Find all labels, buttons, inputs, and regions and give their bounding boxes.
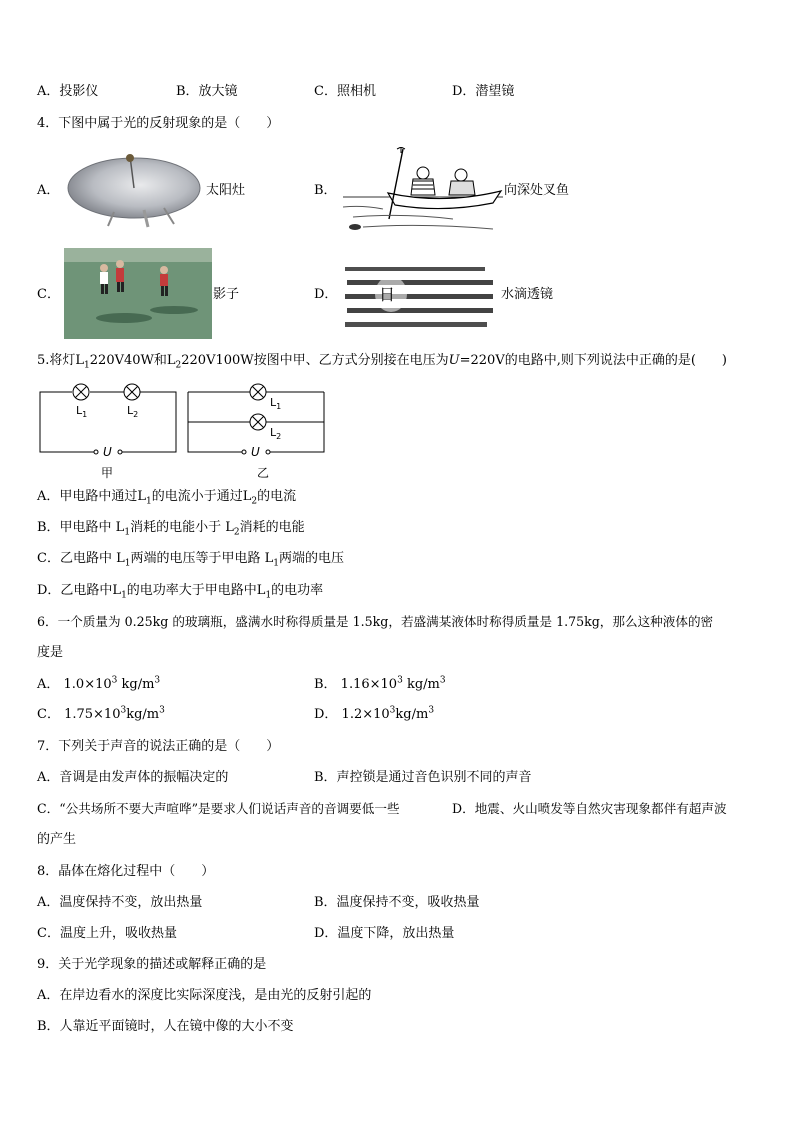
svg-text:日: 日 — [379, 285, 396, 304]
q8-option-c: C．温度上升，吸收热量 — [37, 926, 177, 941]
solar-cooker-image — [64, 150, 204, 230]
svg-text:乙: 乙 — [257, 466, 270, 480]
circuit-diagram-b — [184, 378, 328, 482]
q7-stem: 7．下列关于声音的说法正确的是（ ） — [37, 739, 280, 754]
q7-option-d-line2: 的产生 — [37, 832, 77, 847]
svg-text:U: U — [103, 445, 112, 459]
q6-option-a: A． $1.0\times 10^3$ $kg/m^3$ — [37, 675, 161, 692]
q6-option-b: B． $1.16\times 10^3$ $kg/m^3$ — [314, 675, 446, 692]
q3-option-b: B．放大镜 — [176, 84, 238, 99]
q4-option-d-letter: D． — [314, 287, 338, 302]
q7-option-d-line1: D．地震、火山喷发等自然灾害现象都伴有超声波 — [452, 801, 727, 816]
q8-option-d: D．温度下降，放出热量 — [314, 926, 455, 941]
q9-option-b: B．人靠近平面镜时，人在镜中像的大小不变 — [37, 1019, 294, 1034]
svg-text:L1: $L_1$ — [270, 396, 282, 411]
q6-option-d: D． $1.2\times 10^3kg/m^3$ — [314, 705, 435, 722]
q5-option-a: A．甲电路中通过$L_1$的电流小于通过$L_2$的电流 — [37, 489, 297, 507]
svg-text:甲: 甲 — [101, 466, 114, 480]
q3-option-a: A．投影仪 — [37, 84, 99, 99]
q9-option-a: A．在岸边看水的深度比实际深度浅，是由光的反射引起的 — [37, 988, 372, 1003]
q4-option-d-caption: 水滴透镜 — [501, 287, 554, 302]
q7-option-b: B．声控锁是通过音色识别不同的声音 — [314, 770, 532, 785]
q4-option-b-letter: B． — [314, 183, 337, 198]
q5-stem: 5.将灯$L_1220V40W$和$L_2220V100W$按图中甲、乙方式分别接在电压为U=220V的电路中,则下列说法中正确的是( ) — [37, 353, 727, 371]
q9-stem: 9．关于光学现象的描述或解释正确的是 — [37, 957, 267, 972]
svg-text:L2: $L_2$ — [270, 426, 282, 441]
svg-text:U: U — [251, 445, 260, 459]
q7-option-a: A．音调是由发声体的振幅决定的 — [37, 770, 229, 785]
q4-stem: 4．下图中属于光的反射现象的是（ ） — [37, 116, 280, 131]
q4-option-c-caption: 影子 — [213, 287, 240, 302]
children-shadow-image — [64, 248, 212, 339]
q8-stem: 8．晶体在熔化过程中（ ） — [37, 864, 215, 879]
svg-text:L1: $L_1$ — [76, 404, 88, 419]
water-drop-text-image — [341, 264, 496, 332]
q5-option-c: C．乙电路中 $L_1$两端的电压等于甲电路 $L_1$两端的电压 — [37, 551, 344, 569]
q6-stem-line2: 度是 — [37, 645, 64, 660]
q6-stem-line1: 6．一个质量为 0.25kg 的玻璃瓶，盛满水时称得质量是 1.5kg，若盛满某液体时称得质量是 1.75kg，那么这种液体的密 — [37, 614, 714, 629]
q6-option-c: C． $1.75\times 10^3kg/m^3$ — [37, 705, 165, 722]
q3-option-c: C．照相机 — [314, 84, 376, 99]
fishing-boat-image — [343, 147, 503, 235]
q3-option-d: D．潜望镜 — [452, 84, 515, 99]
q7-option-c: C．“公共场所不要大声喧哗”是要求人们说话声音的音调要低一些 — [37, 801, 400, 816]
circuit-diagram-a — [36, 378, 180, 482]
q8-option-a: A．温度保持不变，放出热量 — [37, 895, 203, 910]
q4-option-c-letter: C． — [37, 287, 60, 302]
q4-option-b-caption: 向深处叉鱼 — [504, 183, 570, 198]
q4-option-a-caption: 太阳灶 — [206, 183, 246, 198]
q5-option-b: B．甲电路中 $L_1$消耗的电能小于 $L_2$消耗的电能 — [37, 520, 305, 538]
q4-option-a-letter: A． — [37, 183, 60, 198]
q5-option-d: D．乙电路中$L_1$的电功率大于甲电路中$L_1$的电功率 — [37, 583, 324, 601]
q8-option-b: B．温度保持不变，吸收热量 — [314, 895, 480, 910]
svg-text:L2: $L_2$ — [127, 404, 139, 419]
